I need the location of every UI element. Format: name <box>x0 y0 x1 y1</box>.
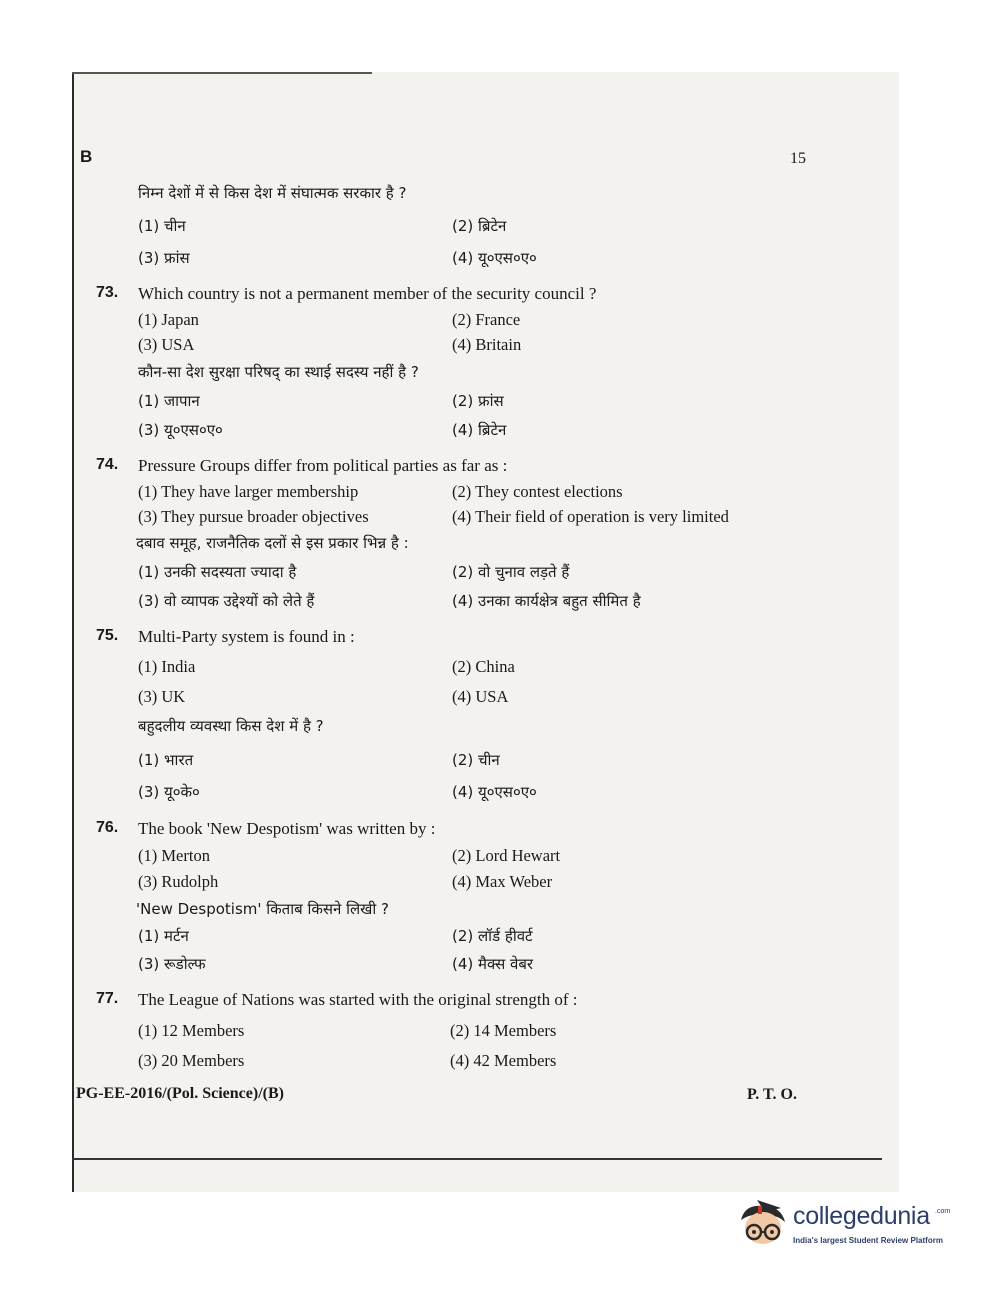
question-text-en: Multi-Party system is found in : <box>138 627 355 646</box>
option-hi: (2) वो चुनाव लड़ते हैं <box>452 563 570 581</box>
series-label: B <box>80 147 93 166</box>
option-en: (3) 20 Members <box>138 1051 245 1070</box>
option-hi: (1) उनकी सदस्यता ज्यादा है <box>138 563 297 581</box>
option-en: (2) Lord Hewart <box>452 846 561 865</box>
question-text-hi: बहुदलीय व्यवस्था किस देश में है ? <box>138 717 324 735</box>
option-en: (4) Max Weber <box>452 872 553 891</box>
option-en: (1) They have larger membership <box>138 482 359 501</box>
option-en: (1) 12 Members <box>138 1021 245 1040</box>
option-hi: (2) लॉर्ड हीवर्ट <box>452 927 533 945</box>
brand-tld: .com <box>935 1208 951 1215</box>
question-number: 77. <box>96 990 119 1007</box>
option-en: (3) UK <box>138 687 186 706</box>
option-en: (3) USA <box>138 335 195 354</box>
q72-hindi-option-1: (1) चीन <box>138 217 186 235</box>
option-hi: (3) यू०के० <box>138 783 200 801</box>
option-en: (1) Merton <box>138 846 210 865</box>
q72-hindi-option-4: (4) यू०एस०ए० <box>452 249 537 267</box>
option-en: (4) Their field of operation is very limited <box>452 507 729 526</box>
question-text-hi: दबाव समूह, राजनैतिक दलों से इस प्रकार भिन्न है : <box>136 534 409 552</box>
option-hi: (3) रूडोल्फ <box>138 955 206 973</box>
question-text-en: Which country is not a permanent member of the security council ? <box>138 284 597 303</box>
question-number: 75. <box>96 627 119 644</box>
option-en: (4) Britain <box>452 335 522 354</box>
option-hi: (4) मैक्स वेबर <box>452 955 534 973</box>
option-en: (4) USA <box>452 687 509 706</box>
question-number: 73. <box>96 284 119 301</box>
q72-hindi-question: निम्न देशों में से किस देश में संघात्मक सरकार है ? <box>138 184 407 202</box>
brand-name: collegedunia <box>793 1202 930 1230</box>
option-hi: (4) ब्रिटेन <box>452 421 507 439</box>
option-en: (2) France <box>452 310 521 329</box>
q72-hindi-option-3: (3) फ्रांस <box>138 249 190 267</box>
option-hi: (2) फ्रांस <box>452 392 504 410</box>
page-top-edge <box>72 72 372 74</box>
brand-tagline: India's largest Student Review Platform <box>793 1236 943 1245</box>
pto-label: P. T. O. <box>747 1086 797 1103</box>
option-hi: (3) यू०एस०ए० <box>138 421 223 439</box>
option-en: (2) 14 Members <box>450 1021 557 1040</box>
option-hi: (2) चीन <box>452 751 500 769</box>
option-en: (2) China <box>452 657 515 676</box>
option-hi: (1) भारत <box>138 751 194 769</box>
option-en: (1) Japan <box>138 310 199 329</box>
option-en: (3) They pursue broader objectives <box>138 507 369 526</box>
question-text-hi: 'New Despotism' किताब किसने लिखी ? <box>136 900 390 918</box>
collegedunia-watermark <box>735 1198 965 1258</box>
page-bottom-edge <box>72 1158 882 1160</box>
option-hi: (4) उनका कार्यक्षेत्र बहुत सीमित है <box>452 592 641 610</box>
option-en: (4) 42 Members <box>450 1051 557 1070</box>
question-text-en: The League of Nations was started with the original strength of : <box>138 990 578 1009</box>
question-text-en: Pressure Groups differ from political parties as far as : <box>138 456 508 475</box>
page-number: 15 <box>790 150 806 167</box>
option-en: (2) They contest elections <box>452 482 623 501</box>
option-hi: (4) यू०एस०ए० <box>452 783 537 801</box>
option-en: (1) India <box>138 657 196 676</box>
paper-code: PG-EE-2016/(Pol. Science)/(B) <box>76 1085 284 1102</box>
question-number: 74. <box>96 456 119 473</box>
option-hi: (3) वो व्यापक उद्देश्यों को लेते हैं <box>138 592 315 610</box>
option-hi: (1) जापान <box>138 392 200 410</box>
q72-hindi-option-2: (2) ब्रिटेन <box>452 217 507 235</box>
question-text-hi: कौन-सा देश सुरक्षा परिषद् का स्थाई सदस्य नहीं है ? <box>138 363 419 381</box>
mascot-icon <box>735 1198 791 1256</box>
option-hi: (1) मर्टन <box>138 927 189 945</box>
question-number: 76. <box>96 819 119 836</box>
option-en: (3) Rudolph <box>138 872 219 891</box>
question-text-en: The book 'New Despotism' was written by : <box>138 819 436 838</box>
